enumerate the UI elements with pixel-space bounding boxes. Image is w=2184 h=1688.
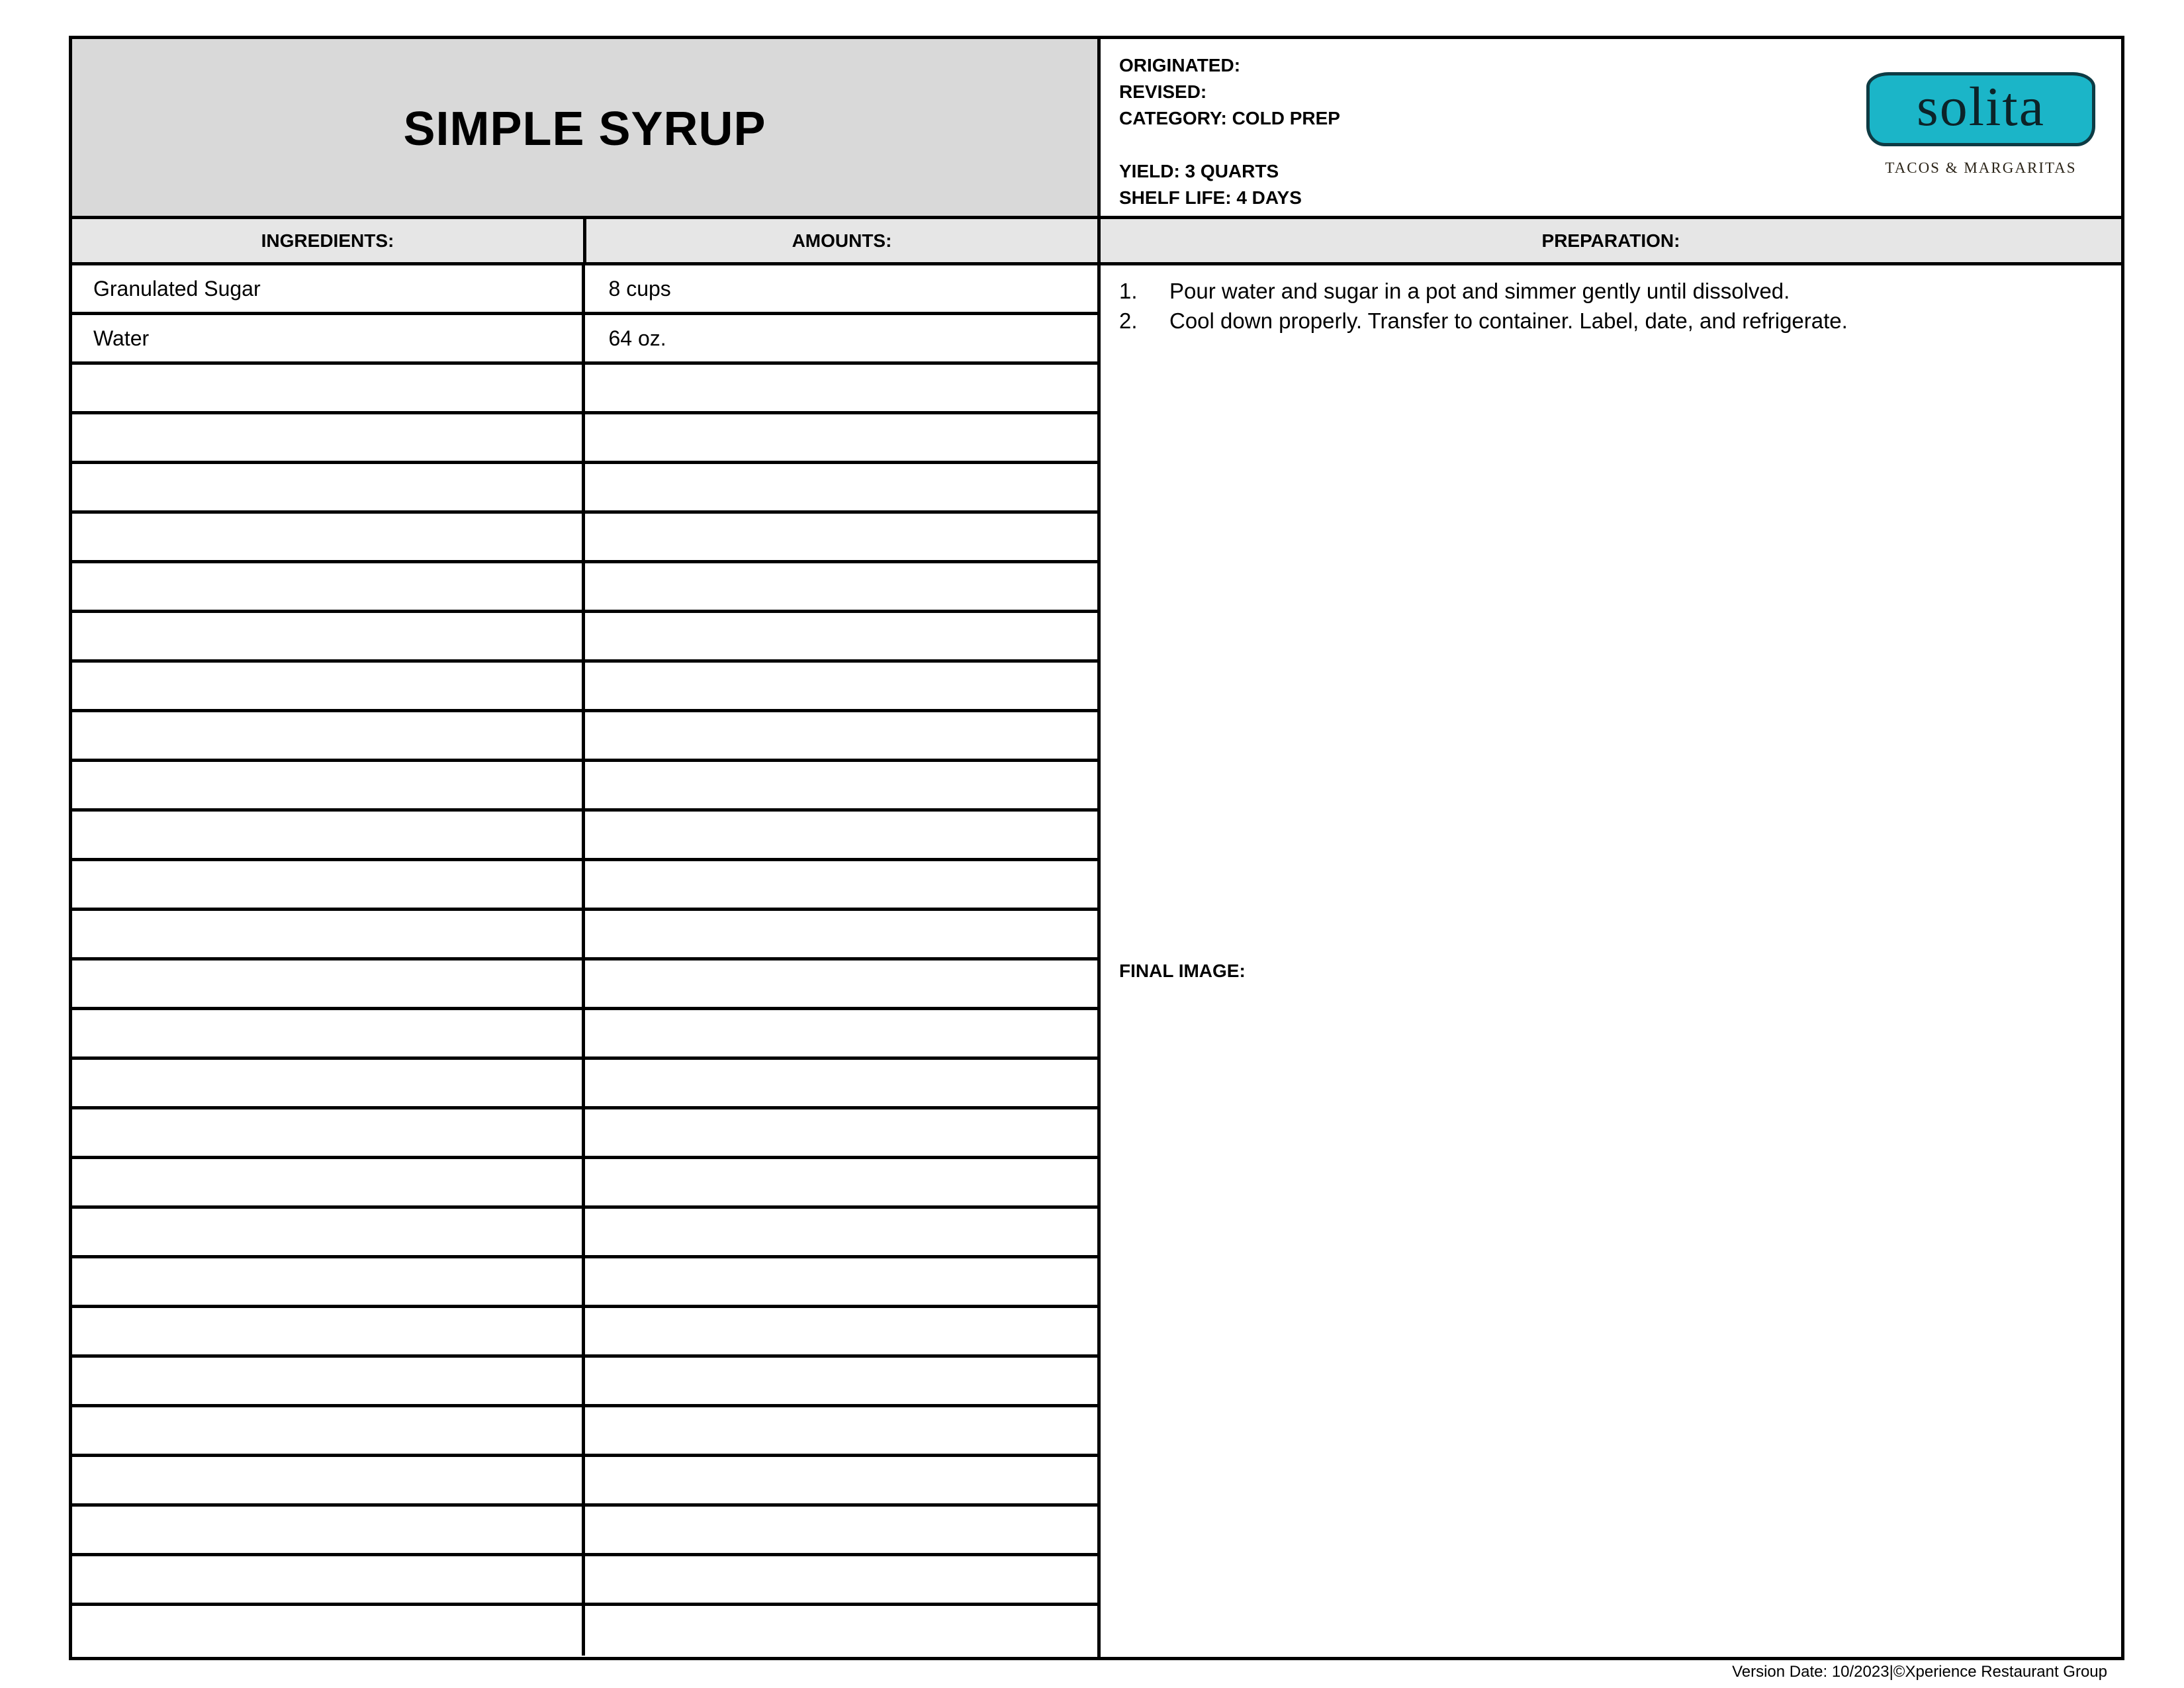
shelf-life-label: SHELF LIFE: 4 DAYS — [1119, 187, 1302, 208]
table-row — [72, 1606, 1097, 1656]
amount-cell — [585, 1308, 1098, 1354]
table-row — [72, 1258, 1097, 1308]
amount-cell — [585, 1010, 1098, 1056]
amount-cell: 64 oz. — [608, 326, 666, 350]
ingredient-cell — [72, 911, 585, 957]
step-number: 1. — [1119, 279, 1138, 303]
ingredients-table — [72, 265, 1101, 1657]
ingredient-cell — [72, 762, 585, 808]
ingredient-cell — [72, 464, 585, 510]
amount-cell — [585, 414, 1098, 461]
ingredient-cell — [72, 961, 585, 1007]
table-row — [72, 1159, 1097, 1209]
table-row — [72, 1457, 1097, 1507]
ingredients-header: INGREDIENTS: — [72, 219, 586, 265]
ingredient-cell — [72, 1010, 585, 1056]
table-row — [72, 563, 1097, 613]
step-text: Cool down properly. Transfer to container. Label, date, and refrigerate. — [1169, 308, 1848, 333]
table-row — [72, 911, 1097, 961]
preparation-step — [1119, 306, 1848, 336]
ingredient-cell — [72, 1060, 585, 1106]
amount-cell — [585, 563, 1098, 610]
ingredient-cell: Water — [72, 315, 585, 361]
table-row — [72, 365, 1097, 414]
ingredient-cell — [72, 1606, 585, 1656]
ingredient-cell — [72, 514, 585, 560]
ingredient-cell — [72, 712, 585, 759]
amounts-header: AMOUNTS: — [586, 219, 1101, 265]
table-row — [72, 514, 1097, 563]
amount-cell — [585, 712, 1098, 759]
table-row — [72, 464, 1097, 514]
table-row — [72, 414, 1097, 464]
recipe-info — [1119, 52, 1340, 211]
ingredient-cell — [72, 861, 585, 908]
table-row — [72, 1209, 1097, 1258]
ingredient-cell — [72, 1507, 585, 1553]
table-row — [72, 613, 1097, 663]
table-row — [72, 1010, 1097, 1060]
title-cell — [72, 39, 1101, 219]
ingredient-cell — [72, 1308, 585, 1354]
ingredient-cell — [72, 1209, 585, 1255]
ingredient-cell — [72, 1258, 585, 1305]
amount-cell — [585, 762, 1098, 808]
amount-cell — [585, 1606, 1098, 1656]
yield-label: YIELD: 3 QUARTS — [1119, 161, 1279, 181]
table-row — [72, 1358, 1097, 1407]
amount-cell — [585, 1507, 1098, 1553]
recipe-info-cell — [1101, 39, 2121, 219]
preparation-header: PREPARATION: — [1101, 219, 2121, 265]
amount-cell — [585, 365, 1098, 411]
amount-cell — [585, 613, 1098, 659]
table-row — [72, 1407, 1097, 1457]
ingredient-cell — [72, 563, 585, 610]
amount-cell — [585, 812, 1098, 858]
amount-cell — [585, 1358, 1098, 1404]
logo-tagline: TACOS & MARGARITAS — [1885, 160, 2077, 176]
preparation-cell — [1101, 265, 2121, 1657]
ingredient-cell — [72, 812, 585, 858]
step-number: 2. — [1119, 308, 1138, 333]
table-row — [72, 812, 1097, 861]
table-row — [72, 961, 1097, 1010]
table-row — [72, 1060, 1097, 1109]
ingredient-cell — [72, 663, 585, 709]
ingredient-cell — [72, 613, 585, 659]
ingredient-cell — [72, 1109, 585, 1156]
table-row — [72, 712, 1097, 762]
ingredient-cell — [72, 414, 585, 461]
ingredient-cell — [72, 1457, 585, 1503]
table-row — [72, 1507, 1097, 1556]
ingredient-cell: Granulated Sugar — [72, 265, 585, 312]
table-row — [72, 265, 1097, 315]
amount-cell — [585, 1457, 1098, 1503]
amount-cell — [585, 1209, 1098, 1255]
ingredient-cell — [72, 1159, 585, 1205]
amount-cell — [585, 1109, 1098, 1156]
ingredient-cell — [72, 1358, 585, 1404]
ingredient-cell — [72, 365, 585, 411]
table-row — [72, 315, 1097, 365]
ingredient-cell — [72, 1556, 585, 1603]
table-row — [72, 663, 1097, 712]
amount-cell — [585, 1159, 1098, 1205]
amount-cell — [585, 1060, 1098, 1106]
table-row — [72, 1109, 1097, 1159]
preparation-step — [1119, 276, 1848, 306]
logo-wordmark: solita — [1917, 75, 2045, 138]
amount-cell: 8 cups — [608, 276, 671, 301]
amount-cell — [585, 961, 1098, 1007]
table-row — [72, 762, 1097, 812]
recipe-card — [69, 36, 2124, 1660]
step-text: Pour water and sugar in a pot and simmer gently until dissolved. — [1169, 279, 1790, 303]
logo-badge — [1866, 72, 2095, 146]
revised-label: REVISED: — [1119, 81, 1207, 102]
amount-cell — [585, 663, 1098, 709]
final-image-label: FINAL IMAGE: — [1119, 961, 1246, 981]
originated-label: ORIGINATED: — [1119, 55, 1241, 75]
solita-logo — [1866, 72, 2118, 191]
recipe-title: SIMPLE SYRUP — [403, 102, 766, 156]
ingredient-cell — [72, 1407, 585, 1454]
table-row — [72, 861, 1097, 911]
amount-cell — [585, 464, 1098, 510]
amount-cell — [585, 911, 1098, 957]
amount-cell — [585, 861, 1098, 908]
amount-cell — [585, 1556, 1098, 1603]
preparation-steps — [1119, 276, 1848, 336]
table-row — [72, 1308, 1097, 1358]
amount-cell — [585, 514, 1098, 560]
table-row — [72, 1556, 1097, 1606]
category-label: CATEGORY: COLD PREP — [1119, 108, 1340, 128]
amount-cell — [585, 1407, 1098, 1454]
amount-cell — [585, 1258, 1098, 1305]
version-footer: Version Date: 10/2023|©Xperience Restaurant Group — [1732, 1663, 2107, 1681]
